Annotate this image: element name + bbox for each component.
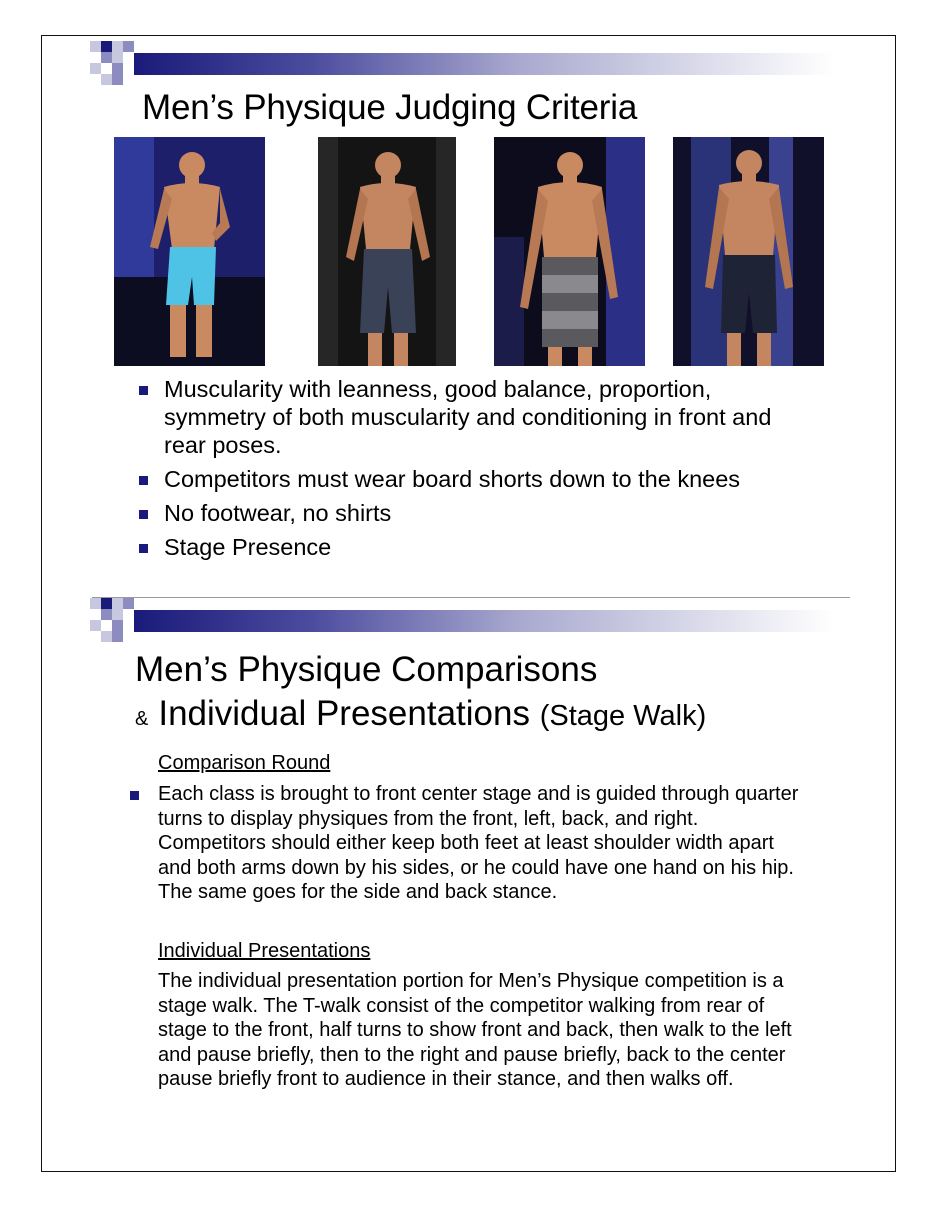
bullet-square-icon [139, 476, 148, 485]
competitor-photo-3 [494, 137, 645, 366]
title-main: Individual Presentations [158, 694, 530, 733]
header-decoration [90, 41, 850, 85]
gradient-bar [134, 53, 834, 75]
header-decoration [90, 598, 850, 642]
slide2-title-line1: Men’s Physique Comparisons [135, 650, 598, 689]
competitor-photo-1 [114, 137, 265, 366]
title-parenthetical: (Stage Walk) [539, 700, 707, 732]
criteria-item: Muscularity with leanness, good balance, proportion, symmetry of both muscularity and conditioning in front and rear poses. [136, 375, 816, 459]
criteria-item: No footwear, no shirts [136, 499, 816, 527]
individual-heading: Individual Presentations [158, 940, 371, 962]
bullet-square-icon [139, 510, 148, 519]
criteria-list [136, 375, 816, 567]
competitor-photo-2 [318, 137, 456, 366]
competitor-photo-4 [673, 137, 824, 366]
criteria-item: Competitors must wear board shorts down to the knees [136, 465, 816, 493]
bullet-square-icon [139, 544, 148, 553]
slide1-title: Men’s Physique Judging Criteria [142, 88, 638, 127]
criteria-item: Stage Presence [136, 533, 816, 561]
slide2-title-line2 [135, 694, 706, 739]
comparison-heading: Comparison Round [158, 752, 331, 774]
bullet-square-icon [139, 386, 148, 395]
bullet-square-icon [130, 791, 139, 800]
individual-text: The individual presentation portion for Men’s Physique competition is a stage walk. The T-walk consist of the competitor walking from rear of stage to the front, half turns to show front and back, then walk to the left and pause briefly, then to the right and pause briefly, back to the center pause briefly front to audience in their stance, and then walks off. [158, 970, 792, 1091]
gradient-bar [134, 610, 834, 632]
comparison-text: Each class is brought to front center stage and is guided through quarter turns to display physiques from the front, left, back, and right. Competitors should either keep both feet at least shoulder width apart and both arms down by his sides, or he could have one hand on his hip. The same goes for the side and back stance. [158, 783, 799, 904]
title-ampersand: & [135, 708, 149, 730]
